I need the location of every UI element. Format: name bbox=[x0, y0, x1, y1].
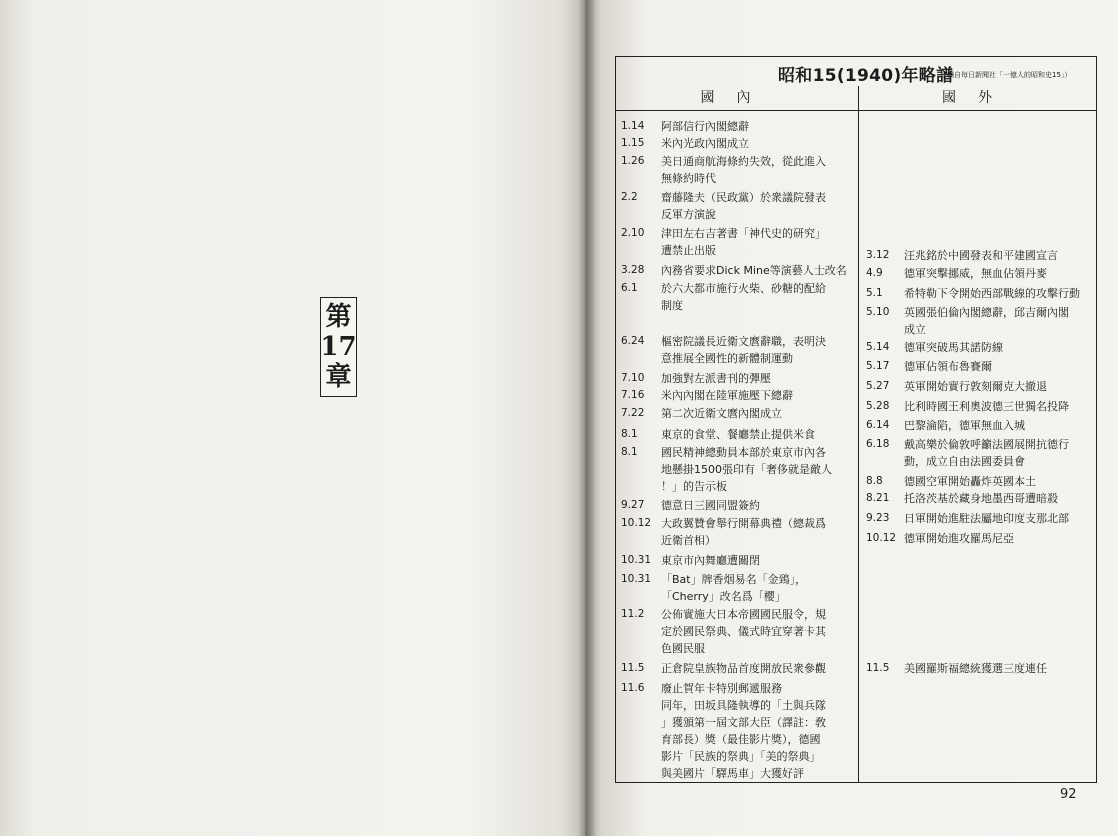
foreign-entry-date: 9.23 bbox=[866, 512, 890, 524]
table-title: 昭和15(1940)年略譜 bbox=[778, 66, 954, 86]
foreign-entry-text: 成立 bbox=[904, 323, 926, 336]
chapter-char-1: 第 bbox=[325, 302, 352, 332]
foreign-entry-text: 英軍開始實行敦刻爾克大撤退 bbox=[904, 380, 1047, 393]
domestic-entry-date: 10.12 bbox=[621, 517, 652, 529]
domestic-entry-date: 11.6 bbox=[621, 682, 645, 694]
domestic-entry-text: 阿部信行內閣總辭 bbox=[661, 120, 749, 133]
domestic-entry-text: 地懸掛1500張印有「奢侈就是敵人 bbox=[661, 463, 832, 476]
domestic-column-header: 國內 bbox=[700, 90, 773, 106]
foreign-entry-date: 5.10 bbox=[866, 306, 890, 318]
domestic-entry-text: 樞密院議長近衛文麿辭職，表明決 bbox=[661, 335, 826, 348]
foreign-entry-text: 動，成立自由法國委員會 bbox=[904, 455, 1025, 468]
domestic-entry-date: 1.15 bbox=[621, 137, 645, 149]
foreign-entry-date: 5.28 bbox=[866, 400, 890, 412]
foreign-entry-date: 3.12 bbox=[866, 249, 890, 261]
foreign-entry-date: 8.8 bbox=[866, 475, 883, 487]
domestic-entry-date: 2.2 bbox=[621, 191, 638, 203]
domestic-entry-date: 10.31 bbox=[621, 554, 652, 566]
domestic-entry-date: 3.28 bbox=[621, 264, 645, 276]
foreign-entry-text: 巴黎淪陷，德軍無血入城 bbox=[904, 419, 1025, 432]
domestic-entry-text: 美日通商航海條約失效，從此進入 bbox=[661, 155, 826, 168]
domestic-entry-text: 內務省要求Dick Mine等演藝人士改名 bbox=[661, 264, 847, 277]
domestic-entry-text: 同年，田坂具隆執導的「土與兵隊 bbox=[661, 699, 826, 712]
domestic-entry-text: 與美國片「驛馬車」大獲好評 bbox=[661, 767, 804, 780]
domestic-entry-text: 定於國民祭典、儀式時宜穿著卡其 bbox=[661, 625, 826, 638]
domestic-entry-text: 近衛首相） bbox=[661, 534, 716, 547]
book-gutter bbox=[578, 0, 596, 836]
column-divider bbox=[858, 86, 859, 783]
domestic-entry-text: 加強對左派書刊的彈壓 bbox=[661, 372, 771, 385]
foreign-entry-text: 托洛茨基於藏身地墨西哥遭暗殺 bbox=[904, 492, 1058, 505]
foreign-entry-date: 8.21 bbox=[866, 492, 890, 504]
foreign-entry-text: 美國羅斯福總統獲選三度連任 bbox=[904, 662, 1047, 675]
header-divider bbox=[615, 110, 1097, 111]
domestic-entry-text: 第二次近衛文麿內閣成立 bbox=[661, 407, 782, 420]
domestic-entry-text: 廢止賀年卡特別郵遞服務 bbox=[661, 682, 782, 695]
domestic-entry-text: 育部長）獎（最佳影片獎），德國 bbox=[661, 733, 821, 746]
foreign-entry-date: 6.14 bbox=[866, 419, 890, 431]
domestic-entry-text: 大政翼贊會舉行開幕典禮（總裁爲 bbox=[661, 517, 826, 530]
domestic-entry-text: 無條約時代 bbox=[661, 172, 716, 185]
domestic-entry-text: 米內內閣在陸軍施壓下總辭 bbox=[661, 389, 793, 402]
domestic-entry-text: 影片「民族的祭典」「美的祭典」 bbox=[661, 750, 821, 763]
domestic-entry-text: 東京的食堂、餐廳禁止提供米食 bbox=[661, 428, 815, 441]
domestic-entry-text: 反軍方演說 bbox=[661, 208, 716, 221]
domestic-entry-text: 制度 bbox=[661, 299, 683, 312]
domestic-entry-date: 8.1 bbox=[621, 446, 638, 458]
domestic-entry-date: 6.24 bbox=[621, 335, 645, 347]
foreign-entry-text: 德軍佔領布魯賽爾 bbox=[904, 360, 992, 373]
domestic-entry-text: 「Bat」牌香烟易名「金鵄」， bbox=[661, 573, 807, 586]
domestic-entry-text: 於六大都市施行火柴、砂糖的配給 bbox=[661, 282, 826, 295]
foreign-entry-date: 5.14 bbox=[866, 341, 890, 353]
domestic-entry-text: 「Cherry」改名爲「櫻」 bbox=[661, 590, 786, 603]
domestic-entry-text: 東京市內舞廳遭關閉 bbox=[661, 554, 760, 567]
chapter-number: 17 bbox=[320, 332, 357, 362]
domestic-entry-text: 國民精神總動員本部於東京市內各 bbox=[661, 446, 826, 459]
domestic-entry-text: 意推展全國性的新體制運動 bbox=[661, 352, 793, 365]
foreign-entry-date: 5.27 bbox=[866, 380, 890, 392]
foreign-entry-date: 5.17 bbox=[866, 360, 890, 372]
domestic-entry-date: 2.10 bbox=[621, 227, 645, 239]
foreign-entry-date: 5.1 bbox=[866, 287, 883, 299]
foreign-entry-text: 德軍突擊挪威，無血佔領丹麥 bbox=[904, 267, 1047, 280]
foreign-entry-text: 德國空軍開始轟炸英國本土 bbox=[904, 475, 1036, 488]
domestic-entry-text: 米內光政內閣成立 bbox=[661, 137, 749, 150]
page-number: 92 bbox=[1060, 787, 1077, 802]
foreign-entry-date: 4.9 bbox=[866, 267, 883, 279]
domestic-entry-date: 7.16 bbox=[621, 389, 645, 401]
domestic-entry-text: 齋藤隆夫（民政黨）於衆議院發表 bbox=[661, 191, 826, 204]
domestic-entry-date: 1.26 bbox=[621, 155, 645, 167]
domestic-entry-date: 11.5 bbox=[621, 662, 645, 674]
foreign-entry-date: 6.18 bbox=[866, 438, 890, 450]
foreign-entry-date: 10.12 bbox=[866, 532, 897, 544]
domestic-entry-date: 10.31 bbox=[621, 573, 652, 585]
foreign-entry-text: 日軍開始進駐法屬地印度支那北部 bbox=[904, 512, 1069, 525]
foreign-column-header: 國外 bbox=[942, 90, 1014, 106]
domestic-entry-date: 7.10 bbox=[621, 372, 645, 384]
domestic-entry-text: 」獲頒第一屆文部大臣（譯註：敎 bbox=[661, 716, 826, 729]
chapter-char-2: 章 bbox=[325, 362, 352, 392]
foreign-entry-text: 英國張伯倫內閣總辭，邱吉爾內閣 bbox=[904, 306, 1069, 319]
foreign-entry-date: 11.5 bbox=[866, 662, 890, 674]
domestic-entry-text: ！」的告示板 bbox=[661, 480, 727, 493]
chapter-marker bbox=[320, 297, 357, 397]
foreign-entry-text: 德軍突破馬其諾防線 bbox=[904, 341, 1003, 354]
foreign-entry-text: 希特勒下令開始西部戰線的攻擊行動 bbox=[904, 287, 1080, 300]
domestic-entry-date: 11.2 bbox=[621, 608, 645, 620]
domestic-entry-text: 德意日三國同盟簽約 bbox=[661, 499, 760, 512]
domestic-entry-text: 遭禁止出版 bbox=[661, 244, 716, 257]
domestic-entry-date: 1.14 bbox=[621, 120, 645, 132]
domestic-entry-date: 7.22 bbox=[621, 407, 645, 419]
foreign-entry-text: 德軍開始進攻羅馬尼亞 bbox=[904, 532, 1014, 545]
table-source-note: （摘自每日新聞社「一億人的昭和史15」） bbox=[940, 71, 1072, 79]
domestic-entry-text: 公佈實施大日本帝國國民服令，規 bbox=[661, 608, 826, 621]
domestic-entry-text: 津田左右吉著書「神代史的研究」 bbox=[661, 227, 826, 240]
domestic-entry-text: 正倉院皇族物品首度開放民衆參觀 bbox=[661, 662, 826, 675]
domestic-entry-date: 9.27 bbox=[621, 499, 645, 511]
domestic-entry-date: 8.1 bbox=[621, 428, 638, 440]
domestic-entry-date: 6.1 bbox=[621, 282, 638, 294]
foreign-entry-text: 比利時國王利奧波德三世獨名投降 bbox=[904, 400, 1069, 413]
foreign-entry-text: 戴高樂於倫敦呼籲法國展開抗德行 bbox=[904, 438, 1069, 451]
foreign-entry-text: 汪兆銘於中國發表和平建國宣言 bbox=[904, 249, 1058, 262]
domestic-entry-text: 色國民服 bbox=[661, 642, 705, 655]
